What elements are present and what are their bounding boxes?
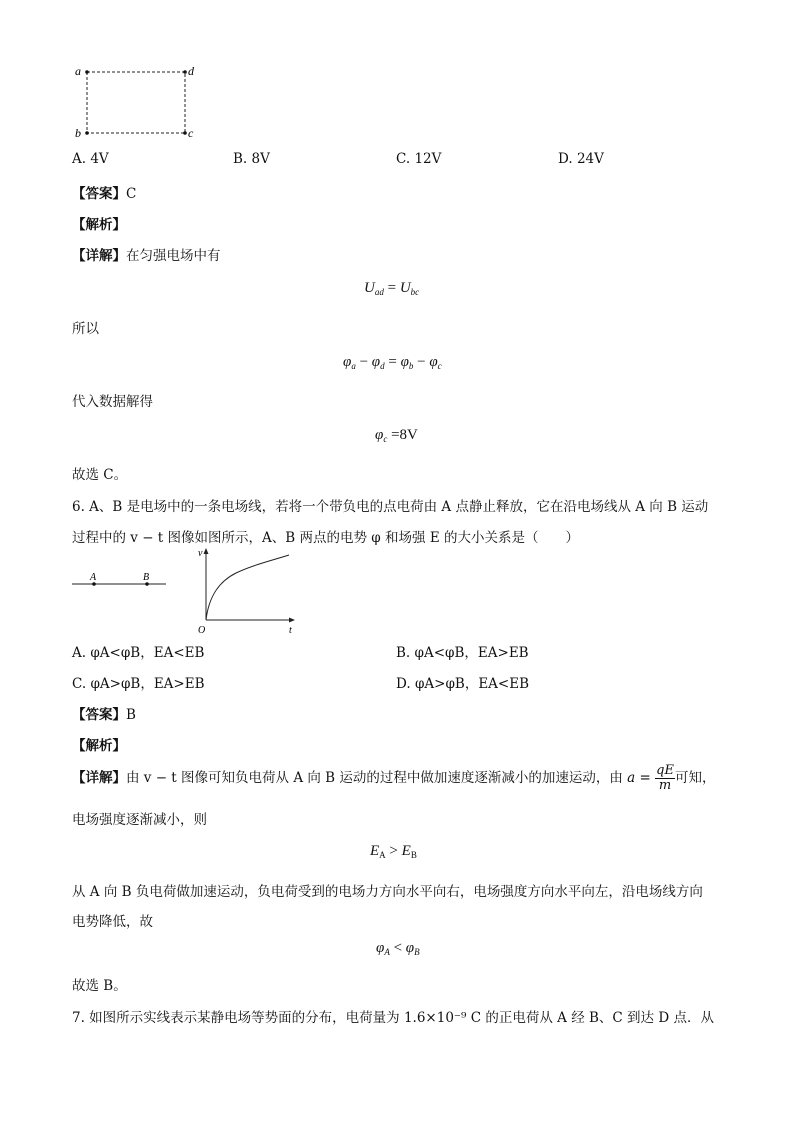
- q6-option-c: C. φA>φB，EA>EB: [72, 676, 205, 692]
- point-b: [85, 131, 89, 135]
- q6-eq1: $E_A > E_B$: [370, 843, 417, 860]
- q5-answer: 【答案】C: [72, 186, 137, 202]
- q6-fraction: $\frac{qE}{m}$: [656, 763, 674, 793]
- dashed-rectangle: [87, 72, 185, 133]
- q6-detail: 【详解】由 v − t 图像可知负电荷从 A 向 B 运动的过程中做加速度逐渐减小的加速运动，由 a = $\frac{qE}{m}$ 可知，: [72, 763, 716, 793]
- point-c: [183, 131, 187, 135]
- q5-option-c: C. 12V: [396, 151, 442, 167]
- point-a: [85, 70, 89, 74]
- label-b: b: [75, 126, 81, 140]
- q6-option-a: A. φA<φB，EA<EB: [72, 645, 205, 661]
- q5-analysis-tag: 【解析】: [72, 217, 126, 233]
- q5-eq2: $\varphi_a - \varphi_d = \varphi_b - \varphi_c$: [343, 354, 442, 371]
- q6-answer: 【答案】B: [72, 707, 136, 723]
- q6-detail-line3: 从 A 向 B 负电荷做加速运动，负电荷受到的电场力方向水平向右，电场强度方向水平向左，沿电场线方向: [72, 884, 703, 900]
- q5-option-a: A. 4V: [72, 151, 109, 167]
- q5-substitute: 代入数据解得: [72, 394, 153, 410]
- t-axis-arrow: [289, 618, 295, 623]
- label-O: O: [198, 625, 206, 636]
- q5-option-d: D. 24V: [558, 151, 604, 167]
- q6-detail-line2: 电场强度逐渐减小，则: [72, 812, 207, 828]
- q6-option-b: B. φA<φB，EA>EB: [396, 645, 529, 661]
- label-B: B: [143, 572, 150, 583]
- rectangle-figure: [72, 60, 202, 140]
- q5-conclusion: 故选 C。: [72, 467, 128, 483]
- q5-so: 所以: [72, 321, 99, 337]
- q5-option-b: B. 8V: [233, 151, 270, 167]
- label-t: t: [289, 625, 292, 636]
- label-A: A: [90, 572, 97, 583]
- label-c: c: [188, 126, 194, 140]
- point-d: [183, 70, 187, 74]
- q5-detail: 【详解】在匀强电场中有: [72, 248, 221, 264]
- q7-stem-line1: 7. 如图所示实线表示某静电场等势面的分布，电荷量为 1.6×10⁻⁹ C 的正电荷从 A 经 B、C 到达 D 点．从: [72, 1010, 714, 1026]
- label-a: a: [75, 64, 81, 78]
- v-t-curve: [206, 555, 289, 620]
- label-v: v: [198, 548, 203, 559]
- q5-eq3: $\varphi_c =8V$: [375, 427, 418, 444]
- q6-figure: [68, 545, 308, 637]
- q6-stem-line2: 过程中的 v − t 图像如图所示，A、B 两点的电势 φ 和场强 E 的大小关系是（ ）: [72, 530, 579, 546]
- q6-conclusion: 故选 B。: [72, 978, 127, 994]
- q6-detail-line4: 电势降低，故: [72, 914, 153, 930]
- q6-option-d: D. φA>φB，EA<EB: [396, 676, 530, 692]
- v-axis-arrow: [204, 548, 209, 554]
- q6-analysis-tag: 【解析】: [72, 738, 126, 754]
- q5-eq1: $U_{ad} = U_{bc}$: [364, 280, 420, 297]
- q6-stem-line1: 6. A、B 是电场中的一条电场线，若将一个带负电的点电荷由 A 点静止释放，它在沿电场线从 A 向 B 运动: [72, 499, 709, 515]
- label-d: d: [188, 64, 194, 78]
- q6-eq2: $\varphi_A < \varphi_B$: [376, 940, 420, 957]
